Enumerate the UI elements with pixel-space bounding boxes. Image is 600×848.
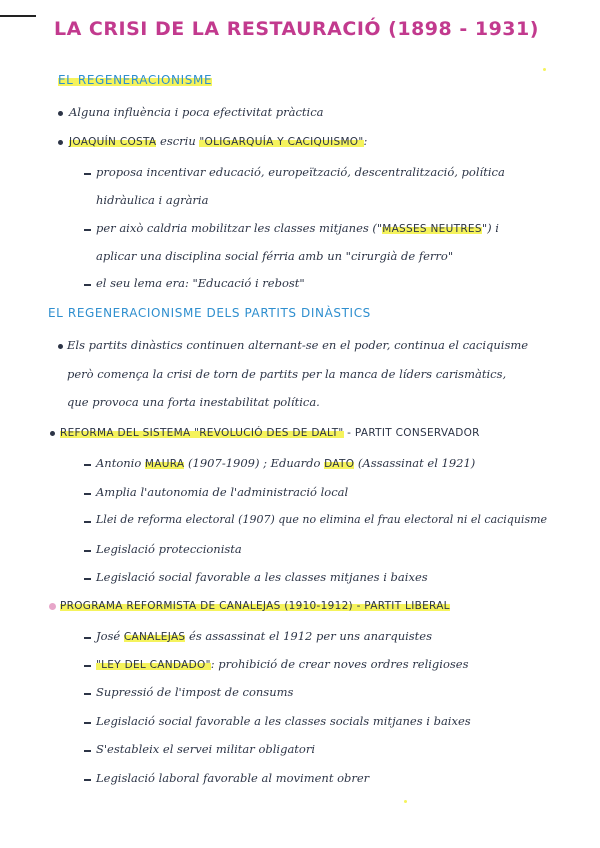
reforma-autonomia: Amplia l'autonomia de l'administració local xyxy=(96,485,349,499)
bullet-point xyxy=(58,111,63,116)
bullet-point xyxy=(50,431,55,436)
programa-canalejas-highlight: PROGRAMA REFORMISTA DE CANALEJAS (1910-1912) - PARTIT LIBERAL xyxy=(60,600,450,612)
dato-highlight: DATO xyxy=(324,458,355,470)
costa-proposal-line1: proposa incentivar educació, europeïtzació, descentralització, política xyxy=(96,165,505,179)
reforma-proteccionista: Legislació proteccionista xyxy=(96,542,242,556)
dash-mark xyxy=(84,173,91,175)
joaquin-costa-name: JOAQUÍN COSTA xyxy=(69,136,157,148)
dash-mark xyxy=(84,464,91,466)
dash-mark xyxy=(84,284,91,286)
dash-mark xyxy=(84,493,91,495)
partits-paragraph-line1: Els partits dinàstics continuen alternant-se en el poder, continua el caciquisme xyxy=(67,338,529,352)
ley-candado-highlight: "LEY DEL CANDADO" xyxy=(96,659,211,671)
dash-mark xyxy=(84,229,91,231)
programa-canalejas-heading xyxy=(60,598,450,614)
servei-militar: S'estableix el servei militar obligatori xyxy=(96,742,316,756)
bullet-point xyxy=(58,140,63,145)
costa-motto: el seu lema era: "Educació i rebost" xyxy=(96,276,305,290)
bullet-point xyxy=(50,604,55,609)
bullet-joaquin-costa: JOAQUÍN COSTA escriu "OLIGARQUÍA Y CACIQUISMO": xyxy=(69,134,368,148)
highlighter-dot xyxy=(404,800,407,803)
highlighter-dot xyxy=(543,68,546,71)
reforma-sistema-highlight: REFORMA DEL SISTEMA "REVOLUCIÓ DES DE DALT" xyxy=(60,427,344,439)
ley-candado: "LEY DEL CANDADO": prohibició de crear noves ordres religioses xyxy=(96,657,469,671)
costa-proposal-line2: hidràulica i agrària xyxy=(96,193,209,207)
dash-mark xyxy=(84,779,91,781)
dash-mark xyxy=(84,521,91,523)
dash-mark xyxy=(84,693,91,695)
section-heading-partits-dinastics: EL REGENERACIONISME DELS PARTITS DINÀSTICS xyxy=(48,306,371,320)
dash-mark xyxy=(84,665,91,667)
supressio-consums: Supressió de l'impost de consums xyxy=(96,685,294,699)
reforma-legislacio-social: Legislació social favorable a les classes mitjanes i baixes xyxy=(96,570,428,584)
maura-highlight: MAURA xyxy=(144,458,185,470)
partits-paragraph-line2: però comença la crisi de torn de partits per la manca de líders carismàtics, xyxy=(67,367,507,381)
bullet-point xyxy=(58,344,63,349)
dash-mark xyxy=(84,578,91,580)
page-title: LA CRISI DE LA RESTAURACIÓ (1898 - 1931) xyxy=(54,18,539,40)
masses-neutres-line2: aplicar una disciplina social férria amb un "cirurgià de ferro" xyxy=(96,249,454,263)
dash-mark xyxy=(84,750,91,752)
dash-mark xyxy=(84,722,91,724)
reforma-sistema-heading: REFORMA DEL SISTEMA "REVOLUCIÓ DES DE DALT" - PARTIT CONSERVADOR xyxy=(60,427,480,439)
masses-neutres-highlight: MASSES NEUTRES xyxy=(382,223,482,235)
reforma-leaders: Antonio MAURA (1907-1909) ; Eduardo DATO (Assassinat el 1921) xyxy=(96,456,476,470)
dash-mark xyxy=(84,550,91,552)
canalejas-highlight: CANALEJAS xyxy=(123,631,186,643)
oligarquia-title: "OLIGARQUÍA Y CACIQUISMO" xyxy=(199,136,364,148)
canalejas-assassinat: José CANALEJAS és assassinat el 1912 per uns anarquistes xyxy=(96,629,433,643)
dash-mark xyxy=(84,637,91,639)
legislacio-laboral: Legislació laboral favorable al moviment obrer xyxy=(96,771,370,785)
corner-rule xyxy=(0,15,36,17)
section-heading-regeneracionisme: EL REGENERACIONISME xyxy=(58,73,213,87)
reforma-llei-electoral: Llei de reforma electoral (1907) que no elimina el frau electoral ni el caciquisme xyxy=(96,513,548,526)
bullet-influence: Alguna influència i poca efectivitat pràctica xyxy=(69,105,324,119)
partits-paragraph-line3: que provoca una forta inestabilitat política. xyxy=(67,395,320,409)
programa-legislacio-social: Legislació social favorable a les classes socials mitjanes i baixes xyxy=(96,714,471,728)
masses-neutres-line1: per això caldria mobilitzar les classes mitjanes ("MASSES NEUTRES") i xyxy=(96,221,499,235)
